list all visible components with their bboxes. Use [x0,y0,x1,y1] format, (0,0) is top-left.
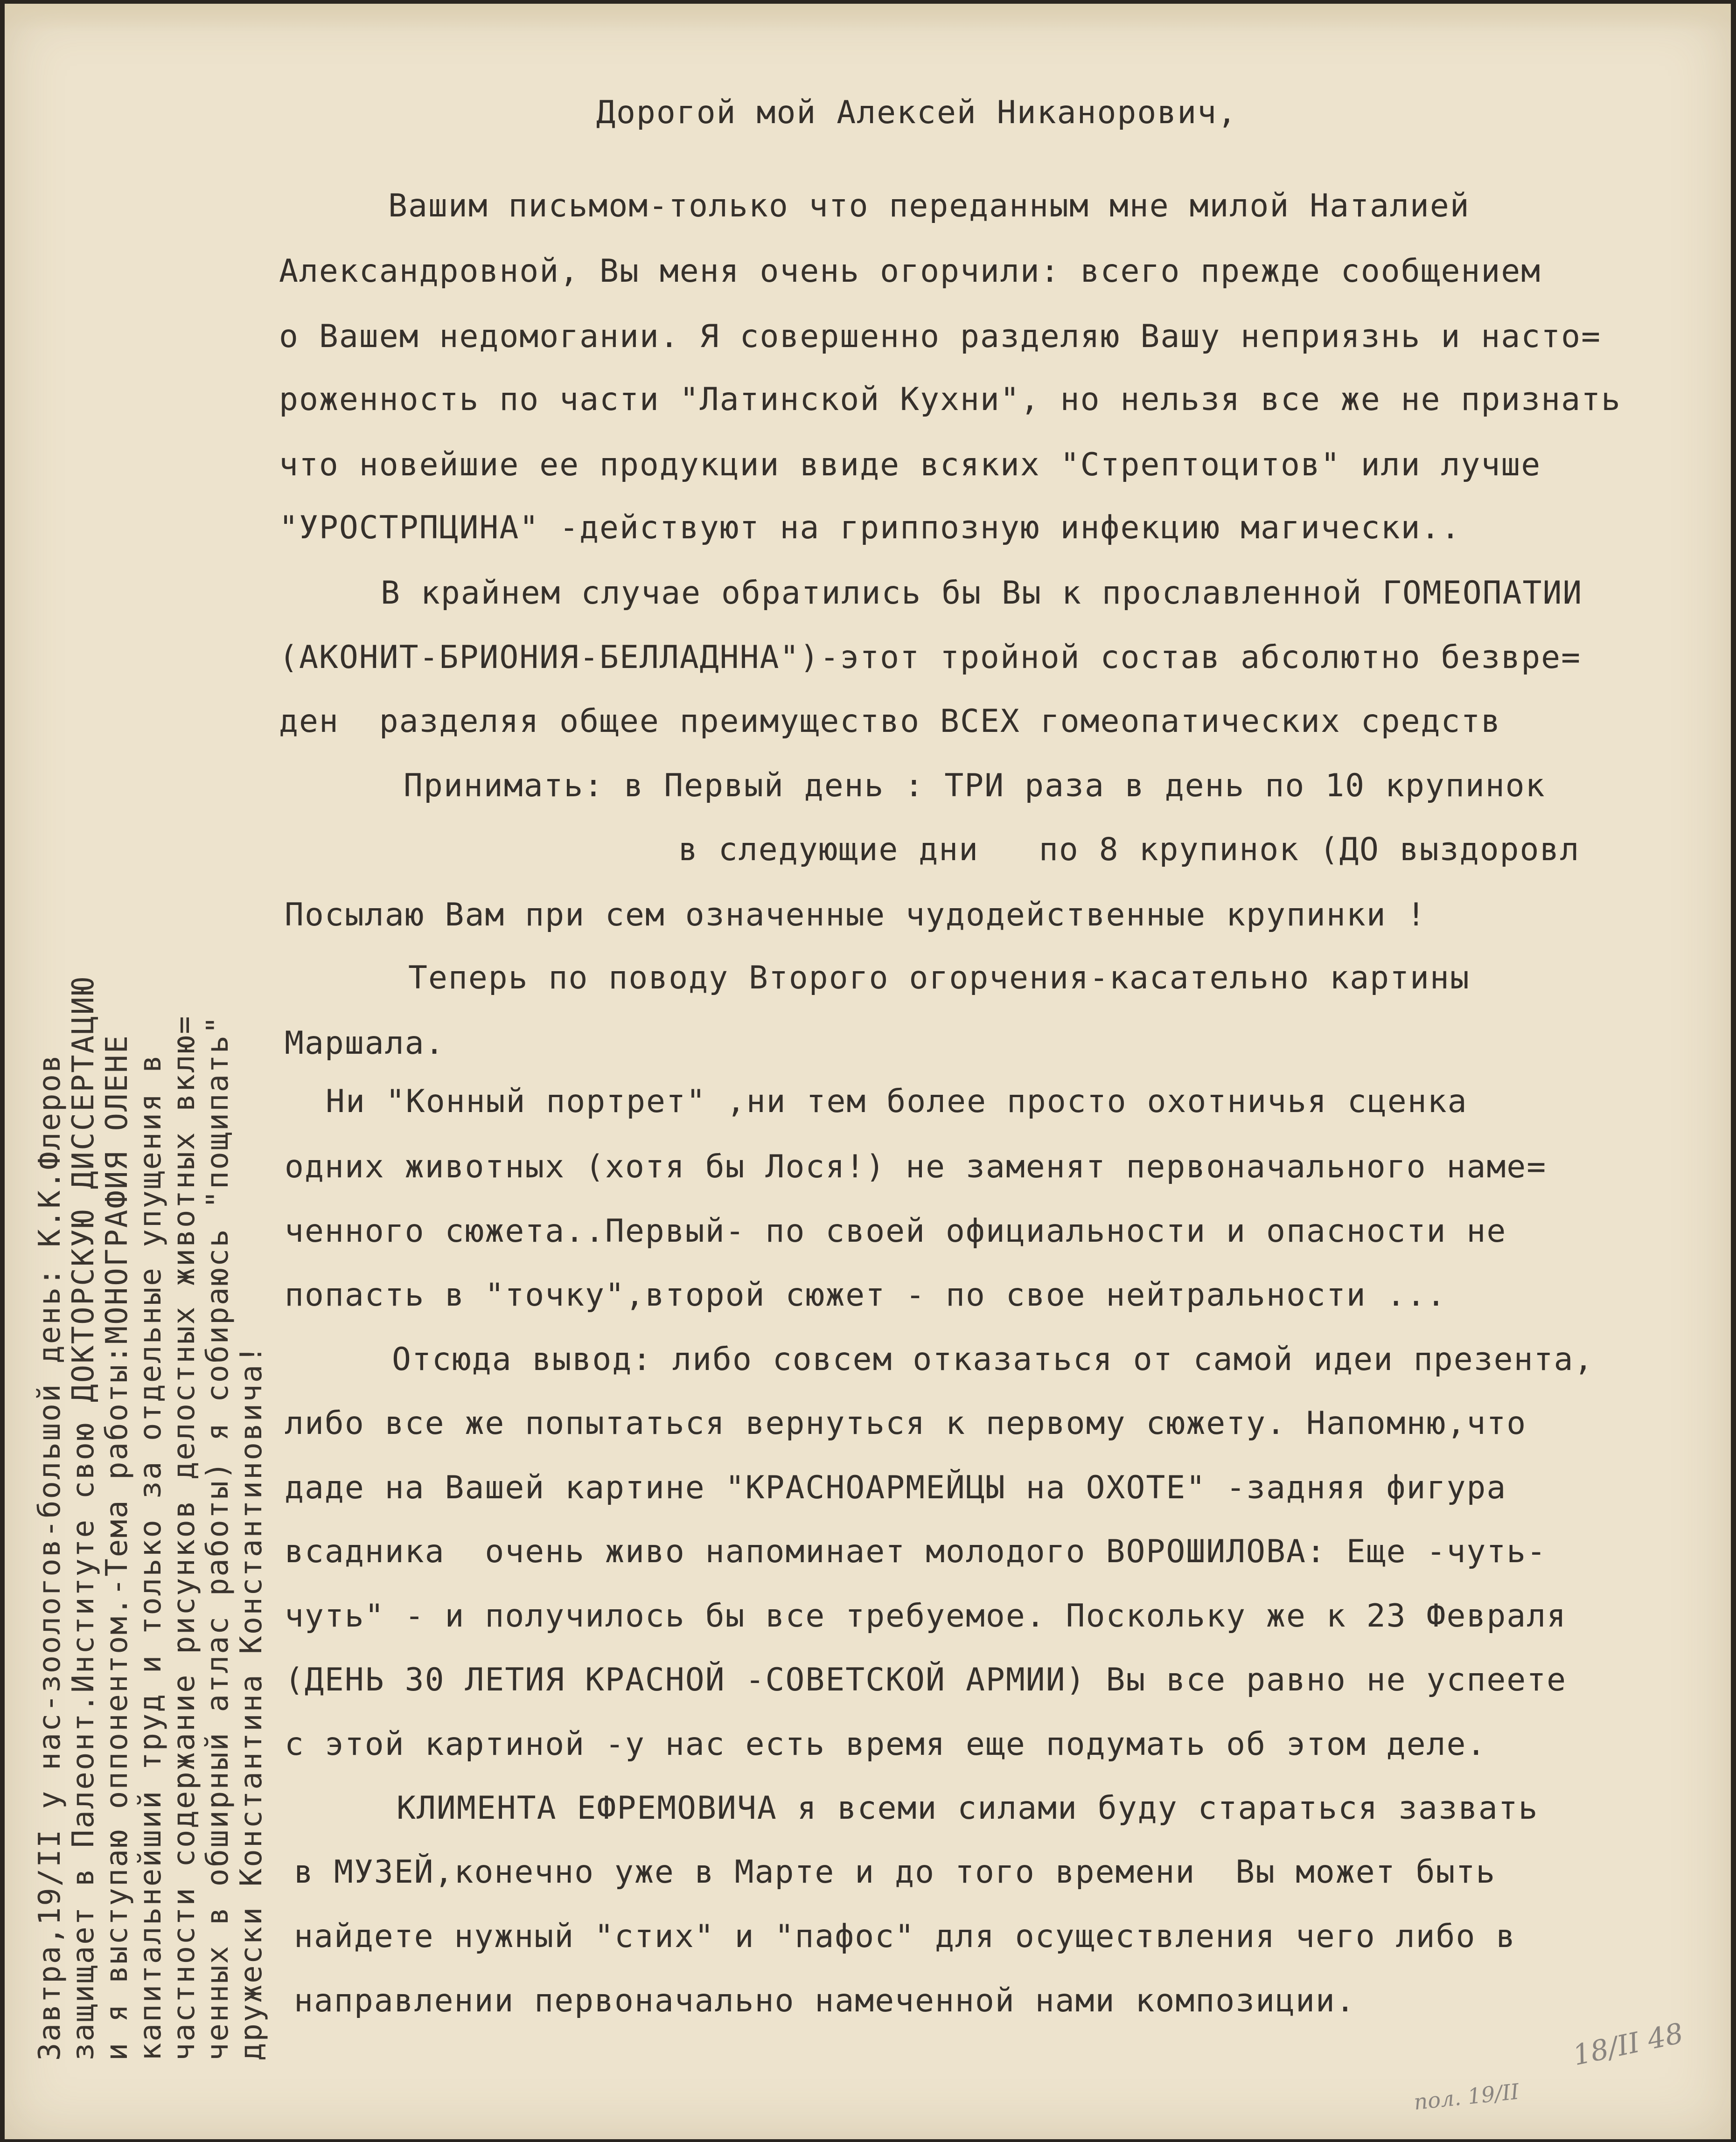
letter-line: (АКОНИТ-БРИОНИЯ-БЕЛЛАДННА")-этот тройной состав абсолютно безвре= [279,639,1582,676]
letter-line: Теперь по поводу Второго огорчения-касательно картины [408,960,1470,996]
salutation: Дорогой мой Алексей Никанорович, [596,94,1238,131]
letter-line: Отсюда вывод: либо совсем отказаться от самой идеи презента, [392,1341,1594,1378]
letter-line: (ДЕНЬ 30 ЛЕТИЯ КРАСНОЙ -СОВЕТСКОЙ АРМИИ) Вы все равно не успеете [285,1662,1567,1698]
letter-line: "УРОСТРПЦИНА" -действуют на гриппозную инфекцию магически.. [279,509,1461,546]
handwritten-note: пол. 19/II [1412,2079,1520,2115]
letter-line: что новейшие ее продукции ввиде всяких "Стрептоцитов" или лучше [279,446,1541,483]
handwritten-date: 18/II 48 [1570,2017,1687,2072]
letter-line: в МУЗЕЙ,конечно уже в Марте и до того времени Вы может быть [294,1854,1496,1891]
letter-page [5,4,1731,2139]
letter-line: о Вашем недомогании. Я совершенно разделяю Вашу неприязнь и насто= [279,318,1602,355]
letter-line: либо все же попытаться вернуться к первому сюжету. Напомню,что [285,1405,1527,1442]
margin-note-line: капитальнейший труд и только за отдельные упущения в [133,1053,168,2061]
margin-note-line: и я выступаю оппонентом.-Тема работы:МОНОГРАФИЯ ОЛЕНЕ [100,1034,134,2061]
letter-line: всадника очень живо напоминает молодого ВОРОШИЛОВА: Еще -чуть- [285,1533,1547,1570]
letter-line: КЛИМЕНТА ЕФРЕМОВИЧА я всеми силами буду стараться зазвать [397,1790,1539,1827]
letter-line: Ни "Конный портрет" ,ни тем более просто охотничья сценка [326,1083,1468,1120]
margin-note-line: Завтра,19/II у нас-зоологов-большой день: К.К.Флеров [33,1053,67,2061]
letter-line: направлении первоначально намеченной нами композиции. [294,1982,1356,2019]
margin-note-line: защищает в Палеонт.Институте свою ДОКТОРСКУЮ ДИССЕРТАЦИЮ [66,976,101,2061]
letter-line: роженность по части "Латинской Кухни", но нельзя все же не признать [279,381,1621,418]
letter-line: найдете нужный "стих" и "пафос" для осуществления чего либо в [294,1918,1516,1955]
letter-line: Александровной, Вы меня очень огорчили: всего прежде сообщением [279,253,1541,290]
letter-line: одних животных (хотя бы Лося!) не заменят первоначального наме= [285,1148,1547,1185]
letter-line: Принимать: в Первый день : ТРИ раза в день по 10 крупинок [404,767,1546,804]
letter-line: в следующие дни по 8 крупинок (ДО выздоровл [678,831,1580,868]
letter-line: ченного сюжета..Первый- по своей официальности и опасности не [285,1213,1507,1250]
letter-line: Вашим письмом-только что переданным мне милой Наталией [388,188,1470,224]
margin-note-line: ченных в обширный атлас работы) я собираюсь "пощипать" [201,1015,235,2061]
letter-line: даде на Вашей картине "КРАСНОАРМЕЙЦЫ на ОХОТЕ" -задняя фигура [285,1469,1507,1506]
letter-line: Маршала. [285,1025,445,1062]
letter-line: ден разделяя общее преимущество ВСЕХ гомеопатических средств [279,703,1501,740]
letter-line: попасть в "точку",второй сюжет - по свое нейтральности ... [285,1277,1447,1314]
letter-line: Посылаю Вам при сем означенные чудодейственные крупинки ! [285,897,1427,933]
letter-line: с этой картиной -у нас есть время еще подумать об этом деле. [285,1726,1487,1763]
margin-note [35,270,278,2079]
margin-note-line: дружески Константина Константиновича! [234,1344,269,2061]
letter-line: чуть" - и получилось бы все требуемое. Поскольку же к 23 Февраля [285,1598,1567,1634]
margin-note-line: частности содержание рисунков делостных животных вклю= [167,1015,202,2061]
letter-line: В крайнем случае обратились бы Вы к прославленной ГОМЕОПАТИИ [381,575,1583,612]
